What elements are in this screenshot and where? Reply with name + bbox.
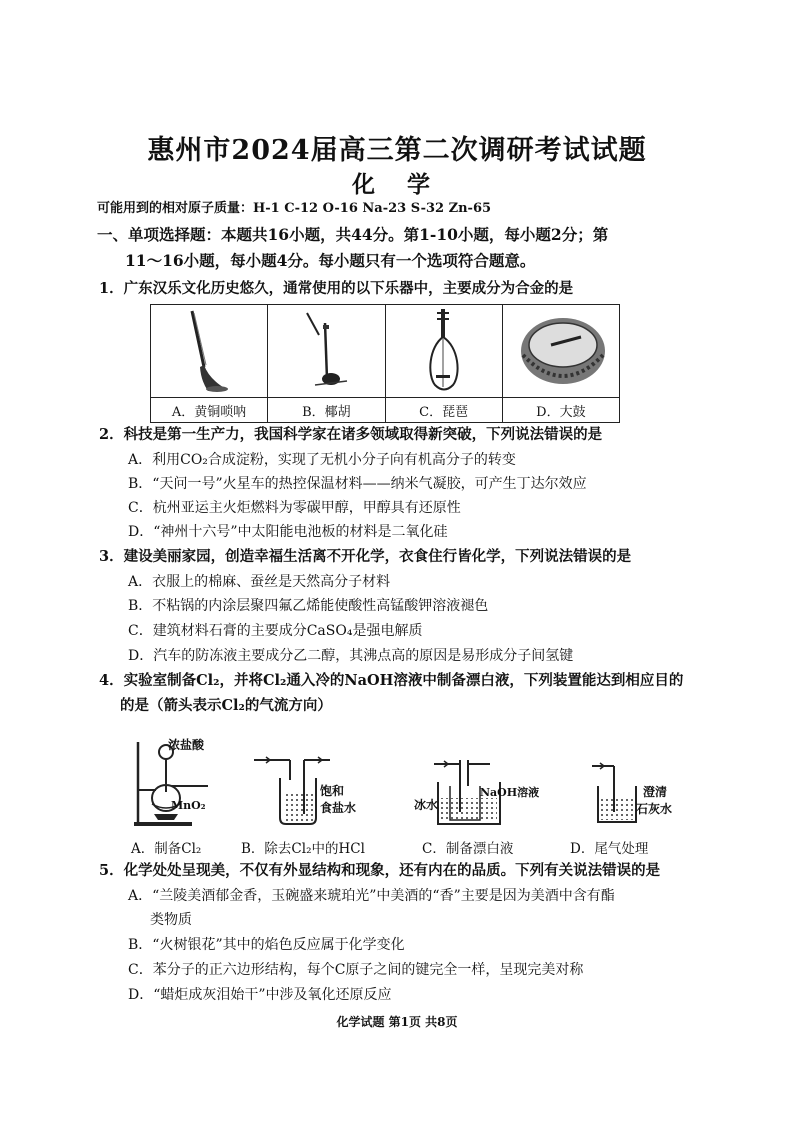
q1-option-a: A．黄铜唢呐 (151, 398, 268, 423)
q5-stem: 5．化学处处呈现美，不仅有外显结构和现象，还有内在的品质。下列有关说法错误的是 (99, 862, 661, 879)
label-mno2: MnO₂ (171, 799, 206, 812)
subject-title: 化 学 (351, 171, 442, 198)
drum-icon (503, 305, 623, 393)
page-footer: 化学试题 第1页 共8页 (336, 1015, 458, 1029)
section1-line2: 11～16小题，每小题4分。每小题只有一个选项符合题意。 (125, 251, 536, 270)
label-sat-brine-1: 饱和 (320, 784, 345, 798)
exam-title: 惠州市2024届高三第二次调研考试试题 (147, 135, 647, 166)
q5-option-a-cont: 类物质 (150, 912, 192, 928)
yehu-icon (271, 305, 381, 393)
atomic-masses: 可能用到的相对原子质量：H-1 C-12 O-16 Na-23 S-32 Zn-65 (97, 201, 492, 216)
q3-stem: 3．建设美丽家园，创造幸福生活离不开化学，衣食住行皆化学，下列说法错误的是 (99, 548, 632, 565)
label-limewater-2: 石灰水 (636, 802, 673, 816)
q2-option-d: D．“神州十六号”中太阳能电池板的材料是二氧化硅 (128, 524, 448, 540)
q1-stem: 1．广东汉乐文化历史悠久，通常使用的以下乐器中，主要成分为合金的是 (99, 280, 574, 297)
pipa-image (385, 305, 502, 398)
q4-stem-line1: 4．实验室制备Cl₂，并将Cl₂通入冷的NaOH溶液中制备漂白液，下列装置能达到相应目的 (99, 672, 684, 689)
pipa-icon (389, 305, 499, 393)
q4-option-d: D．尾气处理 (570, 841, 649, 857)
yehu-image (268, 305, 385, 398)
suona-image (151, 305, 268, 398)
label-naoh: NaOH溶液 (480, 786, 540, 799)
drum-image (502, 305, 619, 398)
q5-option-c: C．苯分子的正六边形结构，每个C原子之间的键完全一样，呈现完美对称 (128, 962, 584, 978)
q4-option-b: B．除去Cl₂中的HCl (241, 841, 365, 857)
q4-option-a: A．制备Cl₂ (131, 841, 202, 857)
q1-option-b: B．椰胡 (268, 398, 385, 423)
label-conc-hcl: 浓盐酸 (168, 738, 205, 752)
q2-option-c: C．杭州亚运主火炬燃料为零碳甲醇，甲醇具有还原性 (128, 500, 461, 516)
q1-option-d: D．大鼓 (502, 398, 619, 423)
q3-option-c: C．建筑材料石膏的主要成分CaSO₄是强电解质 (128, 623, 423, 639)
label-limewater-1: 澄清 (643, 785, 668, 799)
q2-option-b: B．“天问一号”火星车的热控保温材料——纳米气凝胶，可产生丁达尔效应 (128, 476, 587, 492)
q5-option-b: B．“火树银花”其中的焰色反应属于化学变化 (128, 937, 405, 953)
label-ice-water: 冰水 (414, 798, 439, 812)
apparatus-d-diagram (590, 758, 650, 828)
suona-icon (154, 305, 264, 393)
q5-option-d: D．“蜡炬成灰泪始干”中涉及氧化还原反应 (128, 987, 392, 1003)
q1-option-c: C．琵琶 (385, 398, 502, 423)
q5-option-a: A．“兰陵美酒郁金香，玉碗盛来琥珀光”中美酒的“香”主要是因为美酒中含有酯 (128, 888, 615, 904)
q2-stem: 2．科技是第一生产力，我国科学家在诸多领域取得新突破，下列说法错误的是 (99, 426, 603, 443)
section1-line1: 一、单项选择题：本题共16小题，共44分。第1-10小题，每小题2分；第 (97, 225, 609, 244)
q3-option-d: D．汽车的防冻液主要成分乙二醇，其沸点高的原因是易形成分子间氢键 (128, 648, 574, 664)
q1-instrument-table (150, 304, 620, 423)
q4-option-c: C．制备漂白液 (422, 841, 514, 857)
q3-option-b: B．不粘锅的内涂层聚四氟乙烯能使酸性高锰酸钾溶液褪色 (128, 598, 489, 614)
q2-option-a: A．利用CO₂合成淀粉，实现了无机小分子向有机高分子的转变 (128, 452, 516, 468)
label-sat-brine-2: 食盐水 (320, 801, 357, 815)
q4-stem-line2: 的是（箭头表示Cl₂的气流方向） (120, 697, 332, 714)
q3-option-a: A．衣服上的棉麻、蚕丝是天然高分子材料 (128, 574, 391, 590)
